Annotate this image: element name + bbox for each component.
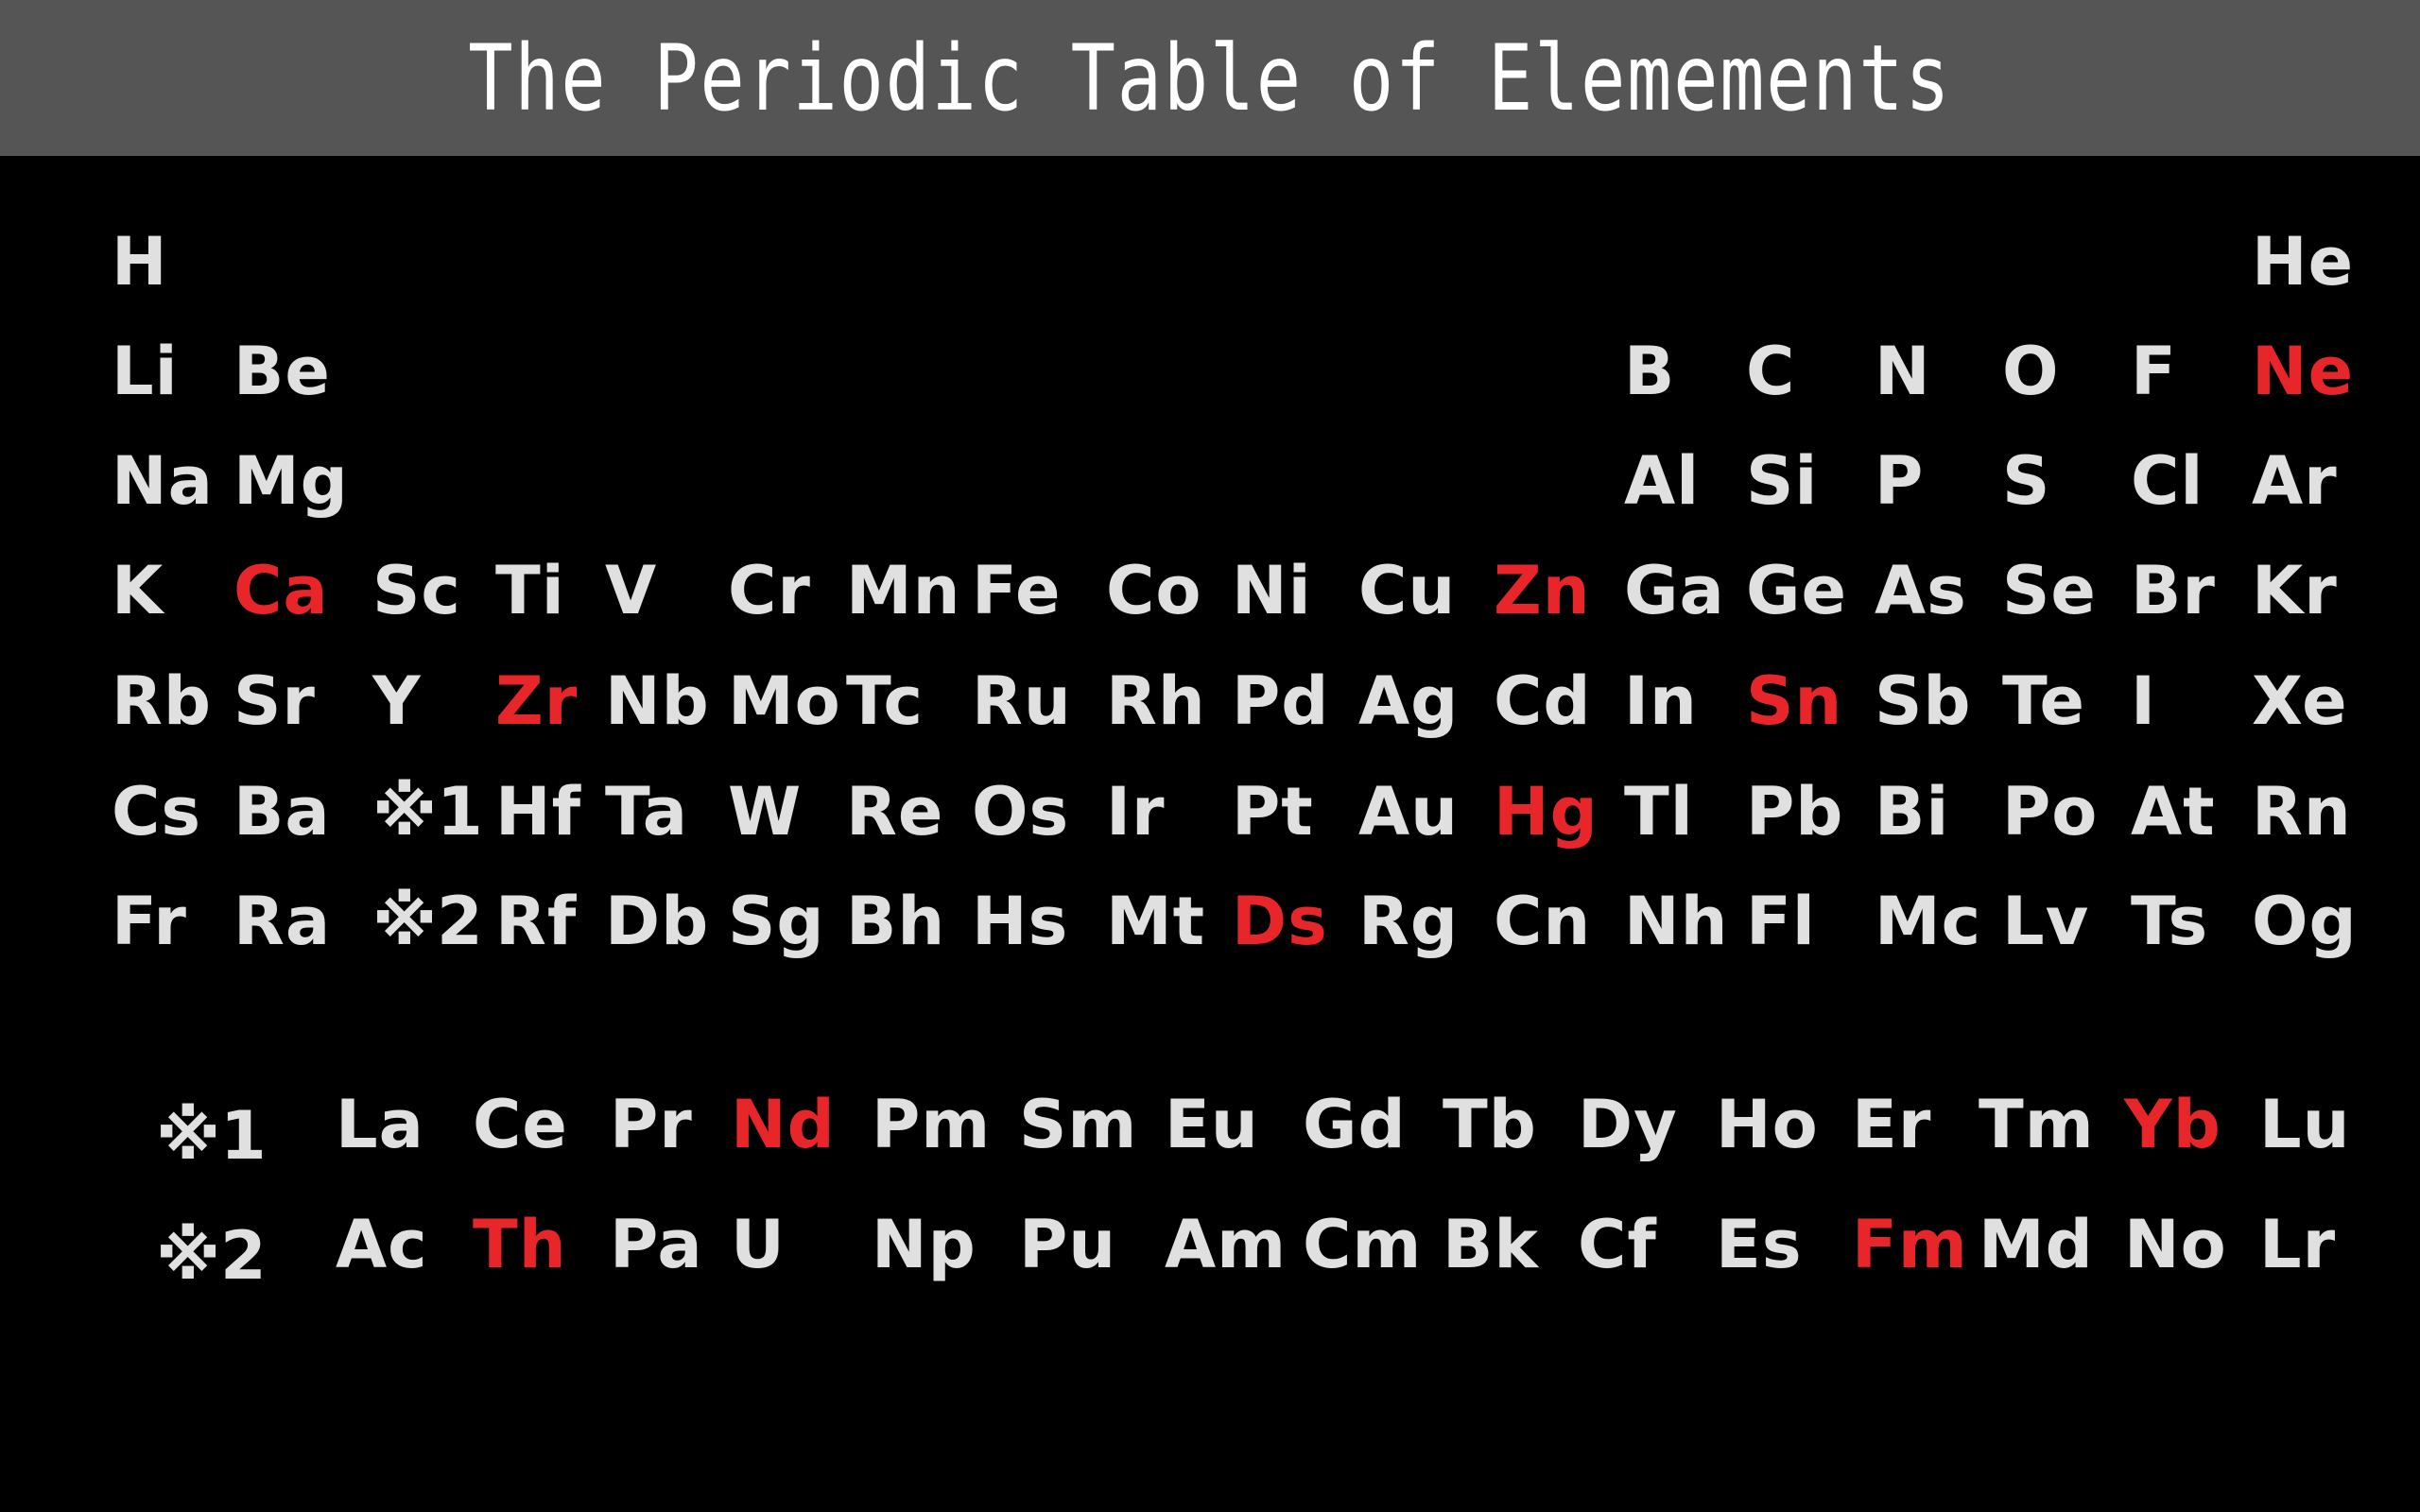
element-kr: Kr	[2252, 552, 2338, 629]
element-rn: Rn	[2252, 773, 2352, 850]
series-marker: ※2	[372, 883, 483, 960]
element-n: N	[1875, 333, 1931, 410]
element-zr: Zr	[495, 662, 579, 740]
element-fr: Fr	[112, 883, 187, 960]
element-ge: Ge	[1746, 552, 1847, 629]
element-ca: Ca	[233, 552, 329, 629]
element-ce: Ce	[473, 1086, 568, 1163]
element-o: O	[2002, 333, 2060, 410]
element-ru: Ru	[972, 662, 1072, 740]
element-cl: Cl	[2131, 442, 2204, 520]
element-ne: Ne	[2252, 333, 2355, 410]
element-rb: Rb	[112, 662, 213, 740]
element-er: Er	[1852, 1086, 1932, 1163]
element-k: K	[112, 552, 164, 629]
element-u: U	[731, 1206, 786, 1283]
element-pa: Pa	[610, 1206, 703, 1283]
element-cd: Cd	[1494, 662, 1592, 740]
element-ta: Ta	[605, 773, 688, 850]
element-w: W	[728, 773, 803, 850]
element-cs: Cs	[112, 773, 202, 850]
element-he: He	[2252, 223, 2355, 301]
element-be: Be	[233, 333, 331, 410]
element-ir: Ir	[1106, 773, 1166, 850]
element-mc: Mc	[1875, 883, 1982, 960]
element-lv: Lv	[2002, 883, 2090, 960]
element-db: Db	[605, 883, 710, 960]
element-b: B	[1624, 333, 1676, 410]
element-ra: Ra	[233, 883, 332, 960]
element-li: Li	[112, 333, 179, 410]
element-pt: Pt	[1232, 773, 1314, 850]
element-ti: Ti	[495, 552, 565, 629]
element-at: At	[2131, 773, 2216, 850]
element-cr: Cr	[728, 552, 811, 629]
element-np: Np	[872, 1206, 977, 1283]
element-pb: Pb	[1746, 773, 1844, 850]
element-mo: Mo	[728, 662, 841, 740]
element-no: No	[2124, 1206, 2227, 1283]
element-sn: Sn	[1746, 662, 1843, 740]
element-mt: Mt	[1106, 883, 1206, 960]
element-c: C	[1746, 333, 1796, 410]
element-mn: Mn	[846, 552, 961, 629]
element-pd: Pd	[1232, 662, 1330, 740]
element-si: Si	[1746, 442, 1819, 520]
element-al: Al	[1624, 442, 1701, 520]
element-re: Re	[846, 773, 944, 850]
series-marker: ※1	[372, 773, 483, 850]
element-ho: Ho	[1716, 1086, 1819, 1163]
element-f: F	[2131, 333, 2177, 410]
element-rf: Rf	[495, 883, 578, 960]
element-br: Br	[2131, 552, 2216, 629]
element-y: Y	[372, 662, 422, 740]
element-ni: Ni	[1232, 552, 1312, 629]
element-bh: Bh	[846, 883, 946, 960]
element-se: Se	[2002, 552, 2097, 629]
element-nd: Nd	[731, 1086, 836, 1163]
element-gd: Gd	[1303, 1086, 1407, 1163]
element-tl: Tl	[1624, 773, 1694, 850]
element-tc: Tc	[846, 662, 924, 740]
element-pr: Pr	[610, 1086, 693, 1163]
element-ar: Ar	[2252, 442, 2338, 520]
element-pm: Pm	[872, 1086, 992, 1163]
element-sm: Sm	[1019, 1086, 1138, 1163]
element-ac: Ac	[336, 1206, 428, 1283]
element-ts: Ts	[2131, 883, 2209, 960]
element-au: Au	[1358, 773, 1460, 850]
element-h: H	[112, 223, 168, 301]
element-rg: Rg	[1358, 883, 1460, 960]
element-eu: Eu	[1165, 1086, 1259, 1163]
element-th: Th	[473, 1206, 567, 1283]
element-pu: Pu	[1019, 1206, 1117, 1283]
element-xe: Xe	[2252, 662, 2348, 740]
element-bi: Bi	[1875, 773, 1950, 850]
element-og: Og	[2252, 883, 2358, 960]
element-tb: Tb	[1443, 1086, 1537, 1163]
element-ds: Ds	[1232, 883, 1328, 960]
element-hs: Hs	[972, 883, 1069, 960]
element-am: Am	[1165, 1206, 1288, 1283]
element-yb: Yb	[2124, 1086, 2221, 1163]
element-sb: Sb	[1875, 662, 1972, 740]
element-es: Es	[1716, 1206, 1803, 1283]
element-rh: Rh	[1106, 662, 1206, 740]
element-po: Po	[2002, 773, 2099, 850]
element-cn: Cn	[1494, 883, 1592, 960]
element-fm: Fm	[1852, 1206, 1968, 1283]
element-lr: Lr	[2259, 1206, 2337, 1283]
element-tm: Tm	[1979, 1086, 2095, 1163]
element-hg: Hg	[1494, 773, 1599, 850]
element-i: I	[2131, 662, 2157, 740]
element-ga: Ga	[1624, 552, 1725, 629]
element-ag: Ag	[1358, 662, 1460, 740]
element-la: La	[336, 1086, 424, 1163]
element-sr: Sr	[233, 662, 316, 740]
element-s: S	[2002, 442, 2051, 520]
element-md: Md	[1979, 1206, 2094, 1283]
element-ba: Ba	[233, 773, 331, 850]
element-bk: Bk	[1443, 1206, 1539, 1283]
element-na: Na	[112, 442, 214, 520]
element-sg: Sg	[728, 883, 825, 960]
element-te: Te	[2002, 662, 2085, 740]
element-cu: Cu	[1358, 552, 1457, 629]
element-fe: Fe	[972, 552, 1062, 629]
element-dy: Dy	[1578, 1086, 1678, 1163]
element-zn: Zn	[1494, 552, 1591, 629]
element-hf: Hf	[495, 773, 582, 850]
element-fl: Fl	[1746, 883, 1816, 960]
element-in: In	[1624, 662, 1698, 740]
element-os: Os	[972, 773, 1070, 850]
series-label: ※2	[156, 1217, 267, 1295]
page-title: The Periodic Table of Elemements	[468, 25, 1952, 131]
element-cf: Cf	[1578, 1206, 1657, 1283]
element-as: As	[1875, 552, 1967, 629]
element-mg: Mg	[233, 442, 349, 520]
element-sc: Sc	[372, 552, 461, 629]
element-nb: Nb	[605, 662, 710, 740]
element-lu: Lu	[2259, 1086, 2351, 1163]
element-cm: Cm	[1303, 1206, 1423, 1283]
element-p: P	[1875, 442, 1925, 520]
element-co: Co	[1106, 552, 1202, 629]
element-nh: Nh	[1624, 883, 1729, 960]
series-label: ※1	[156, 1097, 267, 1175]
element-v: V	[605, 552, 658, 629]
